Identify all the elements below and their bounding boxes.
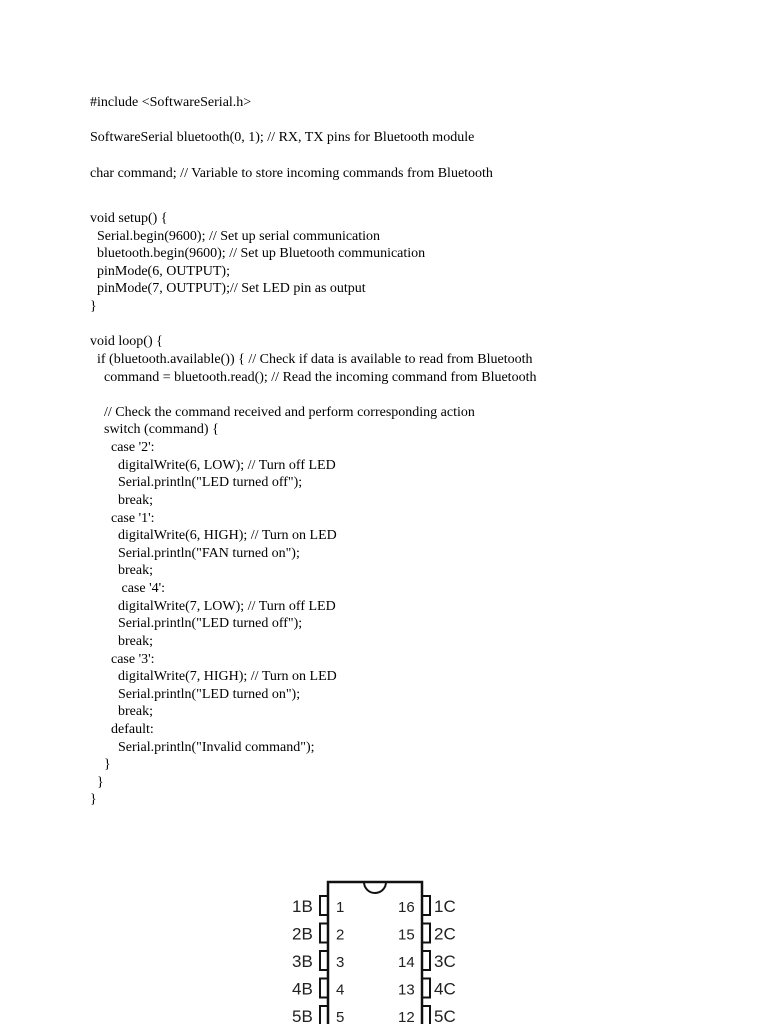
code-line: } — [90, 757, 111, 773]
right-pin-number: 13 — [398, 981, 415, 999]
left-pin-number: 3 — [336, 954, 345, 971]
right-pin-number: 12 — [398, 1009, 415, 1024]
code-line: Serial.println("Invalid command"); — [90, 739, 315, 755]
code-line: break; — [90, 633, 153, 649]
code-line: void loop() { — [90, 334, 163, 350]
code-line: pinMode(6, OUTPUT); — [90, 263, 230, 279]
right-pin-label: 1C — [434, 897, 456, 916]
right-pin-number: 16 — [398, 899, 415, 916]
code-line: digitalWrite(6, HIGH); // Turn on LED — [90, 528, 337, 544]
code-line: Serial.begin(9600); // Set up serial communication — [90, 228, 381, 244]
code-line: switch (command) { — [90, 422, 219, 438]
code-line: break; — [90, 563, 153, 579]
code-line: Serial.println("FAN turned on"); — [90, 545, 300, 561]
code-line: case '1': — [90, 510, 155, 526]
code-line: char command; // Variable to store incoming commands from Bluetooth — [90, 166, 493, 181]
code-line: #include <SoftwareSerial.h> — [90, 95, 252, 110]
left-pin-number: 1 — [336, 899, 345, 916]
left-pin-label: 5B — [292, 1007, 313, 1024]
code-line: default: — [90, 721, 154, 737]
right-pin-number: 14 — [398, 954, 415, 971]
code-line: break; — [90, 704, 153, 720]
code-line: break; — [90, 492, 153, 508]
code-line: bluetooth.begin(9600); // Set up Bluetooth communication — [90, 246, 426, 262]
code-line: } — [90, 299, 97, 315]
code-line: digitalWrite(6, LOW); // Turn off LED — [90, 457, 336, 473]
code-line: Serial.println("LED turned off"); — [90, 616, 303, 632]
code-line: command = bluetooth.read(); // Read the incoming command from Bluetooth — [90, 369, 537, 385]
code-line: case '4': — [90, 581, 166, 597]
code-line: Serial.println("LED turned on"); — [90, 686, 301, 702]
code-line: if (bluetooth.available()) { // Check if data is available to read from Bluetooth — [90, 351, 533, 367]
ic-pinout-diagram — [280, 878, 480, 1024]
code-line: } — [90, 774, 104, 790]
code-line: } — [90, 792, 97, 808]
code-line: Serial.println("LED turned off"); — [90, 475, 303, 491]
right-pin-label: 4C — [434, 979, 456, 999]
left-pin-label: 4B — [292, 979, 313, 999]
left-pin-label: 1B — [292, 897, 313, 916]
right-pin-number: 15 — [398, 926, 415, 944]
right-pin-label: 2C — [434, 924, 456, 944]
code-line: void setup() { — [90, 211, 168, 226]
ic-chip-svg — [280, 878, 480, 1024]
left-pin-number: 2 — [336, 926, 345, 944]
code-line: digitalWrite(7, LOW); // Turn off LED — [90, 598, 336, 614]
right-pin-label: 3C — [434, 952, 456, 971]
code-line: case '2': — [90, 440, 155, 456]
left-pin-number: 5 — [336, 1009, 345, 1024]
code-line: SoftwareSerial bluetooth(0, 1); // RX, TX pins for Bluetooth module — [90, 130, 475, 145]
left-pin-number: 4 — [336, 981, 345, 999]
chip-notch-icon — [364, 882, 386, 893]
left-pin-label: 3B — [292, 952, 313, 971]
code-line: // Check the command received and perform corresponding action — [90, 404, 475, 420]
code-line: digitalWrite(7, HIGH); // Turn on LED — [90, 669, 337, 685]
code-line: case '3': — [90, 651, 155, 667]
right-pin-label: 5C — [434, 1007, 456, 1024]
left-pin-label: 2B — [292, 924, 313, 944]
code-line: pinMode(7, OUTPUT);// Set LED pin as output — [90, 281, 366, 297]
